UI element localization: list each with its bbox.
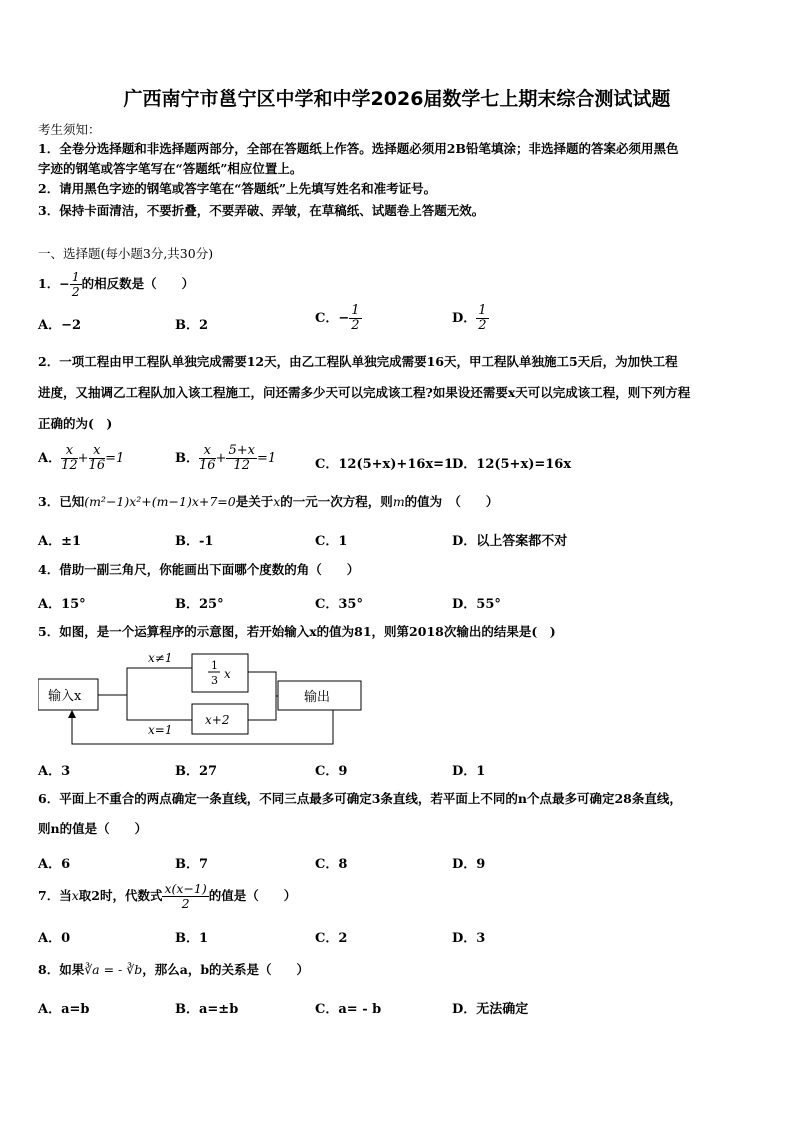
flow-op2-label: x+2 — [205, 713, 230, 727]
q1-option-b[interactable]: B．2 — [175, 318, 209, 333]
q8-option-d[interactable]: D．无法确定 — [452, 1002, 529, 1017]
q3-option-d[interactable]: D．以上答案都不对 — [452, 534, 568, 549]
q2-line-3: 正确的为( ) — [38, 416, 113, 431]
q3-options — [38, 530, 758, 550]
q1-option-d[interactable]: D． $\frac{1}{2}$ — [452, 303, 487, 333]
q2-line-2: 进度，又抽调乙工程队加入该工程施工，问还需多少天可以完成该工程?如果设还需要x天可以完成该工程，则下列方程 — [38, 385, 691, 400]
q6-line-2: 则n的值是（ ） — [38, 821, 148, 836]
flowchart — [38, 648, 368, 748]
q6-option-d[interactable]: D．9 — [452, 857, 486, 872]
question-4: 4．借助一副三角尺，你能画出下面哪个度数的角（ ） — [38, 562, 360, 577]
q2-line-1: 2．一项工程由甲工程队单独完成需要12天，由乙工程队单独完成需要16天，甲工程队单独施工5天后，为加快工程 — [38, 354, 678, 369]
fraction: $\frac{1}{2}$ — [71, 269, 80, 299]
question-5: 5．如图，是一个运算程序的示意图，若开始输入x的值为81，则第2018次输出的结果是( ) — [38, 624, 556, 639]
notice-line-1: 1．全卷分选择题和非选择题两部分，全部在答题纸上作答。选择题必须用2B铅笔填涂；非选择题的答案必须用黑色 — [38, 141, 679, 156]
question-3: 3．已知(m²−1)x²+(m−1)x+7=0是关于x的一元一次方程，则m的值为 （ ） — [38, 494, 499, 509]
q2-option-b[interactable]: B． $\frac{x}{16}$ + $\frac{5+x}{12}$ =1 — [175, 443, 277, 473]
q5-option-b[interactable]: B．27 — [175, 764, 218, 779]
fraction: $\frac{x(x-1)}{2}$ — [164, 881, 207, 911]
q6-option-a[interactable]: A．6 — [38, 857, 71, 872]
q4-option-a[interactable]: A．15° — [38, 597, 86, 612]
q6-option-b[interactable]: B．7 — [175, 857, 209, 872]
question-1: 1．− $\frac{1}{2}$ 的相反数是（ ） — [38, 269, 195, 299]
q4-option-b[interactable]: B．25° — [175, 597, 224, 612]
q4-options — [38, 593, 758, 613]
q7-options — [38, 927, 758, 947]
q7-option-c[interactable]: C．2 — [315, 931, 348, 946]
notice-line-3: 2．请用黑色字迹的钢笔或答字笔在“答题纸”上先填写姓名和准考证号。 — [38, 181, 437, 196]
question-8: 8．如果∛a = - ∛b，那么a，b的关系是（ ） — [38, 962, 310, 977]
flow-top-condition: x≠1 — [148, 651, 173, 665]
notice-heading: 考生须知： — [38, 122, 101, 137]
q6-option-c[interactable]: C．8 — [315, 857, 348, 872]
q5-options — [38, 760, 758, 780]
svg-text:1: 1 — [211, 659, 218, 672]
flow-op1-box — [192, 654, 248, 692]
q5-option-d[interactable]: D．1 — [452, 764, 486, 779]
q7-option-d[interactable]: D．3 — [452, 931, 486, 946]
q4-option-d[interactable]: D．55° — [452, 597, 501, 612]
q1-option-c[interactable]: C．− $\frac{1}{2}$ — [315, 303, 360, 333]
q2-option-d[interactable]: D．12(5+x)=16x — [452, 457, 572, 472]
q3-option-a[interactable]: A．±1 — [38, 534, 82, 549]
q8-option-b[interactable]: B．a=±b — [175, 1002, 239, 1017]
q7-option-a[interactable]: A．0 — [38, 931, 71, 946]
q1-option-a[interactable]: A．−2 — [38, 318, 82, 333]
q6-options — [38, 853, 758, 873]
question-7: 7．当x取2时，代数式 $\frac{x(x-1)}{2}$ 的值是（ ） — [38, 881, 297, 911]
flow-bottom-condition: x=1 — [148, 723, 173, 737]
q5-option-c[interactable]: C．9 — [315, 764, 348, 779]
svg-text:3: 3 — [211, 674, 218, 687]
q7-option-b[interactable]: B．1 — [175, 931, 209, 946]
page-title: 广西南宁市邕宁区中学和中学2026届数学七上期末综合测试试题 — [123, 88, 671, 110]
q2-options — [38, 444, 758, 480]
q8-option-a[interactable]: A．a=b — [38, 1002, 90, 1017]
q4-option-c[interactable]: C．35° — [315, 597, 363, 612]
q3-option-c[interactable]: C．1 — [315, 534, 348, 549]
q2-option-a[interactable]: A． $\frac{x}{12}$ + $\frac{x}{16}$ =1 — [38, 443, 125, 473]
q2-option-c[interactable]: C．12(5+x)+16x=1 — [315, 457, 454, 472]
notice-line-4: 3．保持卡面清洁，不要折叠，不要弄破、弄皱，在草稿纸、试题卷上答题无效。 — [38, 203, 485, 218]
notice-line-2: 字迹的钢笔或答字笔写在“答题纸”相应位置上。 — [38, 161, 303, 176]
q1-options — [38, 303, 758, 334]
q8-option-c[interactable]: C．a= - b — [315, 1002, 382, 1017]
q6-line-1: 6．平面上不重合的两点确定一条直线，不同三点最多可确定3条直线，若平面上不同的n个点最多可确定28条直线， — [38, 791, 682, 806]
q8-options — [38, 998, 758, 1018]
flow-output-label: 输出 — [304, 690, 331, 705]
q5-option-a[interactable]: A．3 — [38, 764, 71, 779]
q3-option-b[interactable]: B．-1 — [175, 534, 214, 549]
section-heading: 一、选择题(每小题3分,共30分) — [38, 246, 214, 261]
svg-text:x: x — [224, 667, 231, 681]
flow-input-label: 输入x — [48, 689, 82, 704]
